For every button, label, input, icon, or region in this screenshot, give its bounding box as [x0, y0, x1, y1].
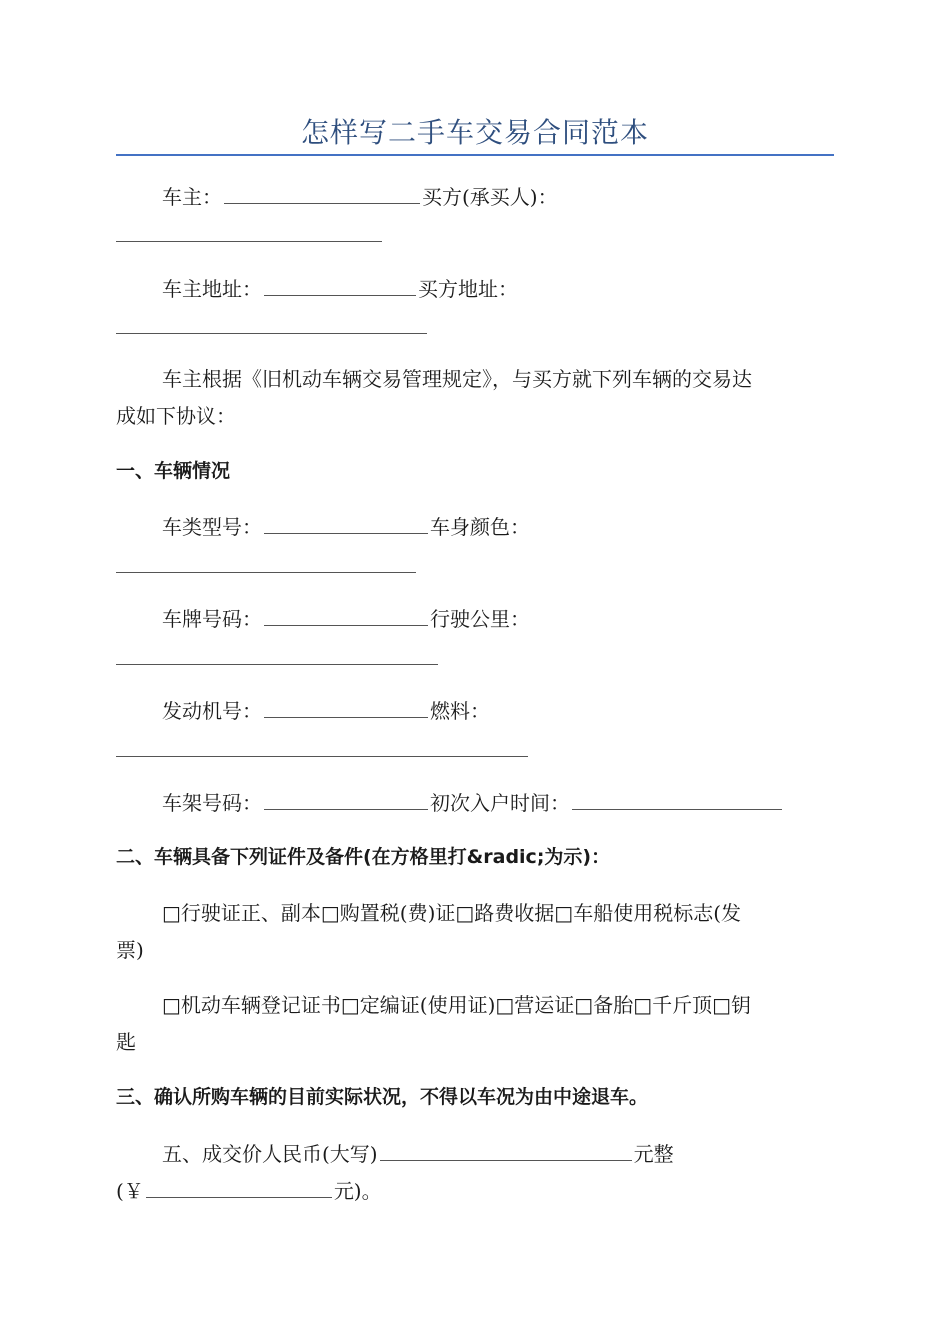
frame-label: 车架号码：: [162, 791, 262, 815]
buyer-address-blank-continued: [116, 333, 427, 334]
buyer-blank-continued: [116, 241, 382, 242]
fuel-label: 燃料：: [430, 699, 490, 723]
plate-mileage-line: [162, 603, 530, 633]
documents-row-2-cont: 匙: [116, 1030, 136, 1054]
model-label: 车类型号：: [162, 515, 262, 539]
owner-blank: [224, 181, 420, 204]
color-blank-continued: [116, 572, 416, 573]
mileage-label: 行驶公里：: [430, 607, 530, 631]
price-figures-line: [116, 1175, 382, 1205]
fuel-blank-continued: [116, 756, 528, 757]
title-underline: [116, 154, 834, 156]
model-color-line: [162, 511, 530, 541]
documents-row-1-cont: 票): [116, 938, 144, 962]
buyer-address-label: 买方地址：: [418, 277, 518, 301]
section-1-heading: 一、车辆情况: [116, 460, 231, 482]
document-title: 怎样写二手车交易合同范本: [300, 116, 649, 149]
price-figures-open: (￥: [116, 1179, 144, 1203]
owner-address-label: 车主地址：: [162, 277, 262, 301]
owner-label: 车主：: [162, 185, 222, 209]
color-label: 车身颜色：: [430, 515, 530, 539]
register-label: 初次入户时间：: [430, 791, 570, 815]
price-label: 五、成交价人民币(大写): [162, 1142, 378, 1166]
plate-label: 车牌号码：: [162, 607, 262, 631]
price-unit: 元整: [633, 1142, 674, 1166]
address-line: [162, 273, 518, 303]
frame-register-line: [162, 787, 784, 817]
plate-blank: [264, 603, 428, 626]
engine-blank: [264, 695, 428, 718]
buyer-label: 买方(承买人)：: [422, 185, 558, 209]
engine-label: 发动机号：: [162, 699, 262, 723]
engine-fuel-line: [162, 695, 490, 725]
section-2-heading: 二、车辆具备下列证件及备件(在方格里打&radic;为示)：: [116, 846, 611, 868]
owner-buyer-line: [162, 181, 558, 211]
intro-line-2: 成如下协议：: [116, 404, 236, 428]
price-figures-close: 元)。: [333, 1179, 382, 1203]
intro-line-1: 车主根据《旧机动车辆交易管理规定》，与买方就下列车辆的交易达: [162, 367, 752, 391]
owner-address-blank: [264, 273, 416, 296]
mileage-blank-continued: [116, 664, 438, 665]
price-words-blank: [380, 1138, 632, 1161]
section-3-heading: 三、确认所购车辆的目前实际状况，不得以车况为由中途退车。: [116, 1086, 649, 1108]
price-figures-blank: [146, 1175, 332, 1198]
frame-blank: [264, 787, 428, 810]
price-line: [162, 1138, 674, 1168]
model-blank: [264, 511, 428, 534]
documents-row-2: □机动车辆登记证书□定编证(使用证)□营运证□备胎□千斤顶□钥: [162, 993, 751, 1017]
documents-row-1: □行驶证正、副本□购置税(费)证□路费收据□车船使用税标志(发: [162, 901, 741, 925]
register-blank: [572, 787, 782, 810]
